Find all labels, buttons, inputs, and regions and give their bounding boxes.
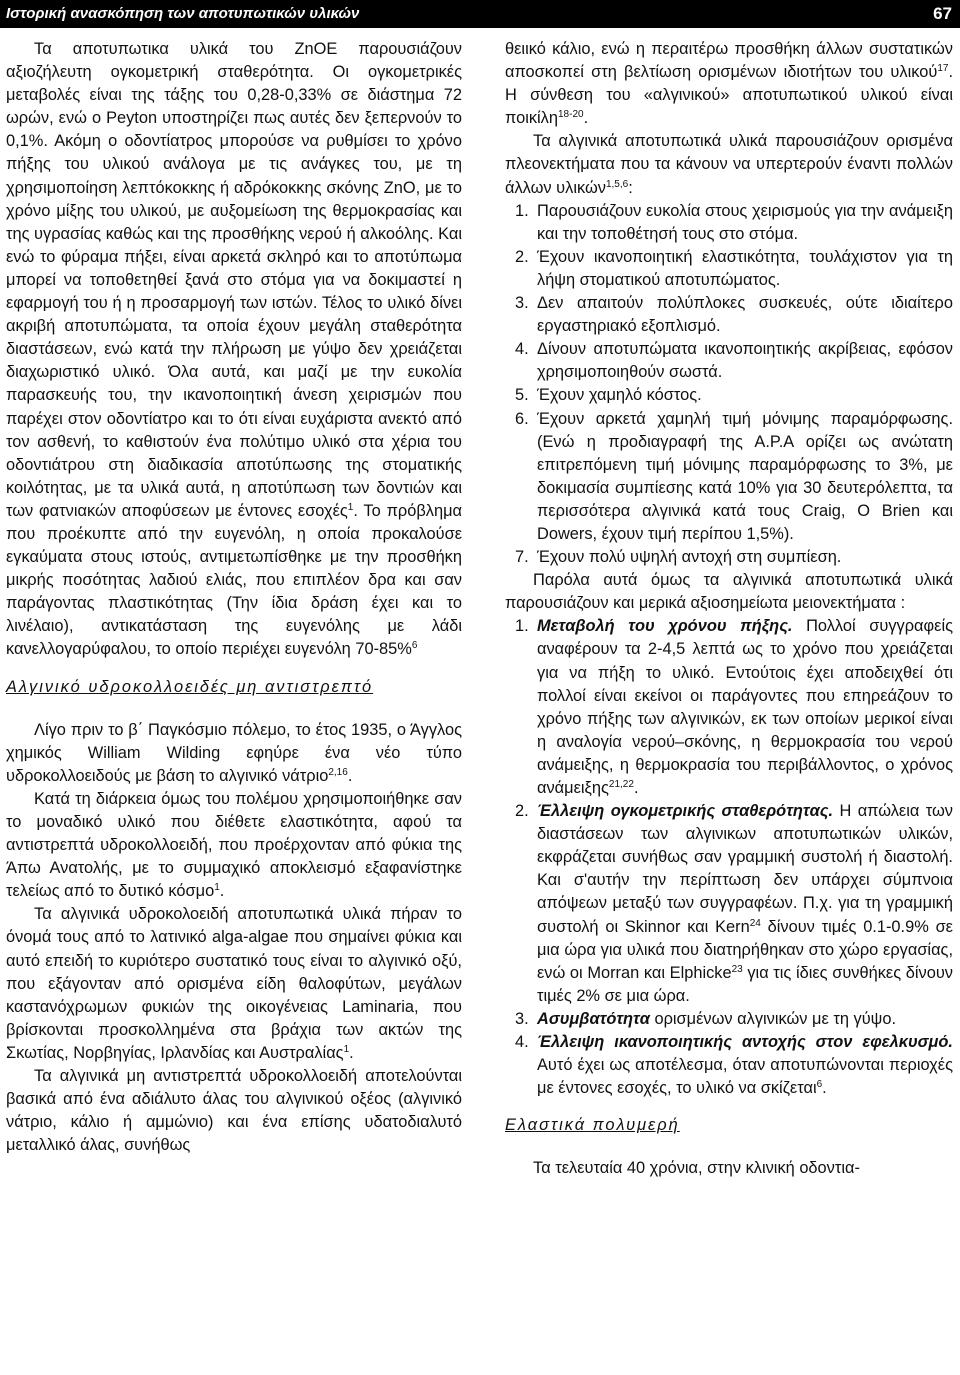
disadvantages-list: [505, 615, 953, 1100]
paragraph: Παρόλα αυτά όμως τα αλγινικά αποτυπωτικά υλικά παρουσιάζουν και μερικά αξιοσημείωτα μειονεκτήματα :: [505, 571, 953, 613]
list-item: 2. Έχουν ικανοποιητική ελαστικότητα, τουλάχιστον για τη λήψη στοματικού αποτυπώματος.: [515, 247, 953, 289]
section-heading: Ελαστικά πολυμερή: [505, 1116, 680, 1135]
list-item: 6. Έχουν αρκετά χαμηλή τιμή μόνιμης παραμόρφωσης. (Ενώ η προδιαγραφή της Α.Ρ.Α ορίζει ως ανώτατη επιτρεπόμενη τιμή μόνιμης παραμόρφωσης το 3%, με δοκιμασία συμπίεσης κατά 10% για 30 δευτερόλεπτα, τα περισσότερα αλγινικά κατά τους Craig, O Brien και Dowers, έχουν τιμή περίπου 1,5%).: [515, 409, 953, 543]
paragraph: Λίγο πριν το β΄ Παγκόσμιο πόλεμο, το έτος 1935, ο Άγγλος χημικός William Wilding εφηύρε ένα νέο τύπο υδροκολλοειδούς με βάση το αλγινικό νάτριο$^{2,16}$.: [6, 720, 462, 785]
left-column: [6, 38, 462, 1157]
page-number: 67: [933, 4, 952, 23]
section-heading: Αλγινικό υδροκολλοειδές μη αντιστρεπτό: [6, 677, 374, 696]
paragraph: Κατά τη διάρκεια όμως του πολέμου χρησιμοποιήθηκε σαν το μοναδικό υλικό που διέθετε ελαστικότητα, αφού τα αντιστρεπτά υδροκολλοειδή, που προέρχονταν από φύκια της Άπω Ανατολής, με το συμμαχικό αποκλεισμό εξαφανίστηκε τελείως από το δυτικό κόσμο$^1$.: [6, 789, 462, 901]
running-header: [0, 0, 960, 28]
paragraph: Τα αποτυπωτικα υλικά του ZnOE παρουσιάζουν αξιοζήλευτη ογκομετρική σταθερότητα. Οι ογκομετρικές μεταβολές είναι της τάξης του 0,28-0,33% σε διάστημα 72 ωρών, ενώ ο Peyton υποστηρίζει πως αυτές δεν ξεπερνούν το 0,1%. Ακόμη ο οδοντίατρος μπορούσε να ρυθμίσει το χρόνο πήξης του υλικού ανάλογα με τις ανάγκες του, με τη χρησιμοποίηση λεπτόκοκκης ή αδρόκοκκης σκόνης ZnO, με το χρόνο μίξης του υλικού, με αυξομείωση της θερμοκρασίας και της υγρασίας καθώς και της προσθήκης νερού ή αλκοόλης. Και ενώ το φύραμα πήξει, είναι αρκετά σκληρό και το αποτύπωμα μπορεί να τοποθετηθεί ξανά στο στόμα για να δοκιμαστεί η εφαρμογή του ή η προσαρμογή των ιστών. Τέλος το υλικό δίνει ακριβή αποτυπώματα, τα οποία έχουν μεγάλη σταθερότητα διαστάσεων, ενώ κατά την πλήρωση με γύψο δεν χρειάζεται διαχωριστικό υλικό. Όλα αυτά, και μαζί με την ευκολία παρασκευής του, την ικανοποιητική άνεση χειρισμών που παρέχει στον οδοντίατρο και το ότι είναι ευχάριστα ανεκτό από τον ασθενή, το καθιστούν ένα πολύτιμο υλικό στα χέρια του οδοντιάτρου στη διαδικασία αποτύπωσης της στοματικής κοιλότητας, με τα υλικά αυτά, η αποτύπωση των δοντιών και των φατνιακών αποφύσεων με έντονες εσοχές$^1$. Το πρόβλημα που προέκυπτε από την ευγενόλη, η οποία προκαλούσε εγκαύματα στους ιστούς, αντιμετωπίσθηκε με την προσθήκη μικρής ποσότητας λαδιού ελιάς, που επιπλέον δρα και σαν παράγοντας πλαστικότητας (Την ίδια δράση έχει και το λινέλαιο), αντικατάσταση της ευγενόλης με λάδι κανελλογαρύφαλου, το οποίο περιέχει ευγενόλη 70-85%$^6$: [6, 40, 462, 659]
list-item: 5. Έχουν χαμηλό κόστος.: [515, 386, 702, 405]
paragraph: θειικό κάλιο, ενώ η περαιτέρω προσθήκη άλλων συστατικών αποσκοπεί στη βελτίωση ορισμένων ιδιοτήτων του υλικού$^{17}$. Η σύνθεση του «αλγινικού» αποτυπωτικού υλικού είναι ποικίλη$^{18-20}$.: [505, 40, 953, 128]
paragraph: Τα αλγινικά αποτυπωτικά υλικά παρουσιάζουν ορισμένα πλεονεκτήματα που τα κάνουν να υπερτερούν έναντι πολλών άλλων υλικών$^{1,5,6}$:: [505, 132, 953, 197]
list-item: 4. Έλλειψη ικανοποιητικής αντοχής στον εφελκυσμό. Αυτό έχει ως αποτέλεσμα, όταν αποτυπώνονται περιοχές με έντονες εσοχές, το υλικό να σκίζεται$^6$.: [515, 1033, 953, 1098]
list-item: 1. Παρουσιάζουν ευκολία στους χειρισμούς για την ανάμειξη και την τοποθέτησή τους στο στόμα.: [515, 201, 953, 243]
right-column: [505, 38, 953, 1181]
list-item: 3. Ασυμβατότητα ορισμένων αλγινικών με τη γύψο.: [515, 1009, 897, 1028]
running-title: Ιστορική ανασκόπηση των αποτυπωτικών υλικών: [6, 5, 360, 22]
list-item: 3. Δεν απαιτούν πολύπλοκες συσκευές, ούτε ιδιαίτερο εργαστηριακό εξοπλισμό.: [515, 294, 953, 336]
paragraph: Τα τελευταία 40 χρόνια, στην κλινική οδοντια-: [533, 1159, 860, 1178]
list-item: 1. Μεταβολή του χρόνου πήξης. Πολλοί συγγραφείς αναφέρουν τα 2-4,5 λεπτά ως το χρόνο που χρειάζεται για να πήξη το υλικό. Εντούτοις έχει αποδειχθεί ότι πολλοί είναι εκείνοι οι παράγοντες που επηρεάζουν το χρόνο πήξης των αλγινικών, εκ των οποίων μερικοί είναι η αναλογία νερού–σκόνης, η θερμοκρασία του νερού ανάμειξης, η θερμοκρασία του περιβάλλοντος, ο χρόνος ανάμειξης$^{21,22}$.: [515, 617, 953, 797]
list-item: 7. Έχουν πολύ υψηλή αντοχή στη συμπίεση.: [515, 548, 842, 567]
list-item: 2. Έλλειψη ογκομετρικής σταθερότητας. Η απώλεια των διαστάσεων των αλγινικων αποτυπωτικών υλικών, εκφράζεται συνήθως σαν γραμμική συστολή ή διαστολή. Και σ'αυτήν την περίπτωση δεν υπάρχει σύμπνοια απόψεων μεταξύ των συγγραφέων. Π.χ. για τη γραμμική συστολή οι Skinnor και Kern$^{24}$ δίνουν τιμές 0.1-0.9% σε μια ώρα για υλικά που διατηρήθηκαν στο χώρο εργασίας, ενώ οι Morran και Elphicke$^{23}$ για τις ίδιες συνθήκες δίνουν τιμές 2% σε μια ώρα.: [515, 802, 953, 1005]
advantages-list: [505, 200, 953, 570]
paragraph: Τα αλγινικά μη αντιστρεπτά υδροκολλοειδή αποτελούνται βασικά από ένα αδιάλυτο άλας του αλγινικού οξέος (αλγινικό νάτριο, κάλιο ή αμμώνιο) και ένα επίσης υδατοδιαλυτό μεταλλικό άλας, συνήθως: [6, 1067, 462, 1155]
list-item: 4. Δίνουν αποτυπώματα ικανοποιητικής ακρίβειας, εφόσον χρησιμοποιηθούν σωστά.: [515, 340, 953, 382]
paragraph: Τα αλγινικά υδροκολοειδή αποτυπωτικά υλικά πήραν το όνομά τους από το λατινικό alga-algae που σημαίνει φύκια και αυτό επειδή το κυριότερο συστατικό τους είναι το αλγινικό οξύ, που εξάγονταν από ορισμένα είδη θαλοφύτων, μεγάλων καστανόχρωμων φυκιών της οικογένειας Laminaria, που βρίσκονται προσκολλημένα στα βράχια των ακτών της Σκωτίας, Νορβηγίας, Ιρλανδίας και Αυστραλίας$^1$.: [6, 905, 462, 1062]
